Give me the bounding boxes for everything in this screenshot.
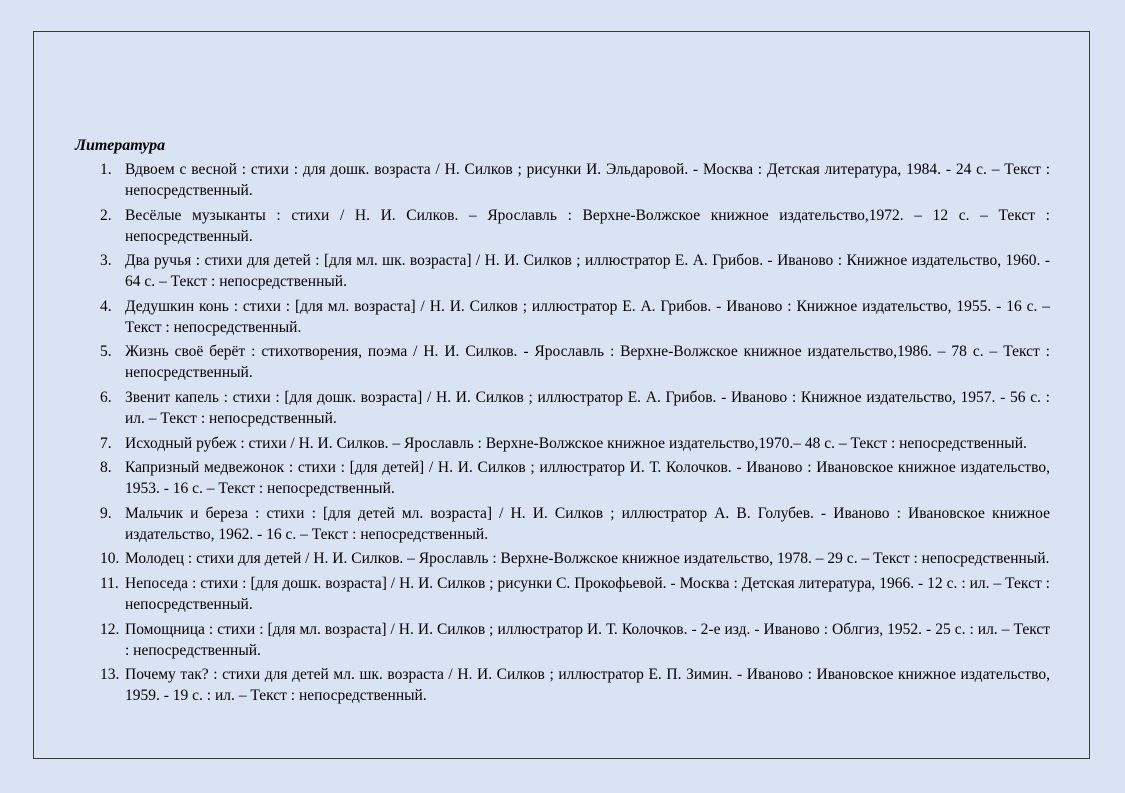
entry-number: 10.	[100, 550, 120, 568]
entry-number: 1.	[100, 161, 112, 178]
entry-text: Дедушкин конь : стихи : [для мл. возраста] / Н. И. Силков ; иллюстратор Е. А. Грибов. - Иваново : Книжное издательство, 1955. - 16 с. – Текст : непосредственный.	[125, 297, 1050, 336]
entry-number: 8.	[100, 459, 112, 477]
bibliography-entry	[75, 159, 1050, 201]
entry-text: Два ручья : стихи для детей : [для мл. шк. возраста] / Н. И. Силков ; иллюстратор Е. А. Грибов. - Иваново : Книжное издательство, 1960. - 64 с. – Текст : непосредственный.	[125, 252, 1050, 291]
entry-text: Звенит капель : стихи : [для дошк. возраста] / Н. И. Силков ; иллюстратор Е. А. Грибов. - Иваново : Книжное издательство, 1957. - 56 с. : ил. – Текст : непосредственный.	[125, 388, 1050, 427]
bibliography-list	[75, 159, 1050, 706]
entry-text: Весёлые музыканты : стихи / Н. И. Силков. – Ярославль : Верхне-Волжское книжное издательство,1972. – 12 с. – Текст : непосредственный.	[125, 206, 1050, 245]
entry-text: Жизнь своё берёт : стихотворения, поэма / Н. И. Силков. - Ярославль : Верхне-Волжское книжное издательство,1986. – 78 с. – Текст : непосредственный.	[125, 343, 1050, 382]
entry-text: Непоседа : стихи : [для дошк. возраста] / Н. И. Силков ; рисунки С. Прокофьевой. - Москва : Детская литература, 1966. - 12 с. : ил. – Текст : непосредственный.	[125, 574, 1050, 613]
bibliography-entry	[75, 503, 1050, 545]
entry-number: 9.	[100, 504, 112, 522]
entry-text: Почему так? : стихи для детей мл. шк. возраста / Н. И. Силков ; иллюстратор Е. П. Зимин. - Иваново : Ивановское книжное издательство, 1959. - 19 с. : ил. – Текст : непосредственный.	[125, 666, 1050, 705]
bibliography-entry	[75, 296, 1050, 338]
entry-text: Вдвоем с весной : стихи : для дошк. возраста / Н. Силков ; рисунки И. Эльдаровой. - Москва : Детская литература, 1984. - 24 с. – Текст : непосредственный.	[125, 161, 1050, 199]
bibliography-entry	[75, 387, 1050, 429]
entry-number: 7.	[100, 434, 112, 452]
bibliography-section	[75, 136, 1050, 710]
entry-number: 13.	[100, 666, 120, 684]
bibliography-entry	[75, 250, 1050, 292]
entry-text: Мальчик и береза : стихи : [для детей мл. возраста] / Н. И. Силков ; иллюстратор А. В. Голубев. - Иваново : Ивановское книжное издательство, 1962. - 16 с. – Текст : непосредственный.	[125, 504, 1050, 543]
bibliography-entry	[75, 619, 1050, 661]
entry-number: 3.	[100, 252, 112, 270]
bibliography-heading: Литература	[75, 137, 166, 154]
entry-number: 6.	[100, 388, 112, 406]
entry-text: Помощница : стихи : [для мл. возраста] / Н. И. Силков ; иллюстратор И. Т. Колочков. - 2-е изд. - Иваново : Облгиз, 1952. - 25 с. : ил. – Текст : непосредственный.	[125, 620, 1050, 659]
bibliography-entry	[75, 341, 1050, 383]
entry-number: 2.	[100, 206, 112, 224]
entry-number: 5.	[100, 343, 112, 361]
entry-number: 11.	[100, 574, 119, 592]
bibliography-entry	[75, 457, 1050, 499]
bibliography-entry	[75, 205, 1050, 247]
entry-number: 4.	[100, 297, 112, 315]
bibliography-entry	[75, 548, 1050, 569]
entry-number: 12.	[100, 620, 120, 638]
entry-text: Молодец : стихи для детей / Н. И. Силков. – Ярославль : Верхне-Волжское книжное издательство, 1978. – 29 с. – Текст : непосредственный.	[125, 550, 1050, 568]
entry-text: Исходный рубеж : стихи / Н. И. Силков. – Ярославль : Верхне-Волжское книжное издательство,1970.– 48 с. – Текст : непосредственный.	[125, 434, 1027, 452]
bibliography-entry	[75, 664, 1050, 706]
bibliography-entry	[75, 433, 1050, 454]
bibliography-entry	[75, 573, 1050, 615]
entry-text: Капризный медвежонок : стихи : [для детей] / Н. И. Силков ; иллюстратор И. Т. Колочков. - Иваново : Ивановское книжное издательство, 1953. - 16 с. – Текст : непосредственный.	[125, 459, 1050, 498]
